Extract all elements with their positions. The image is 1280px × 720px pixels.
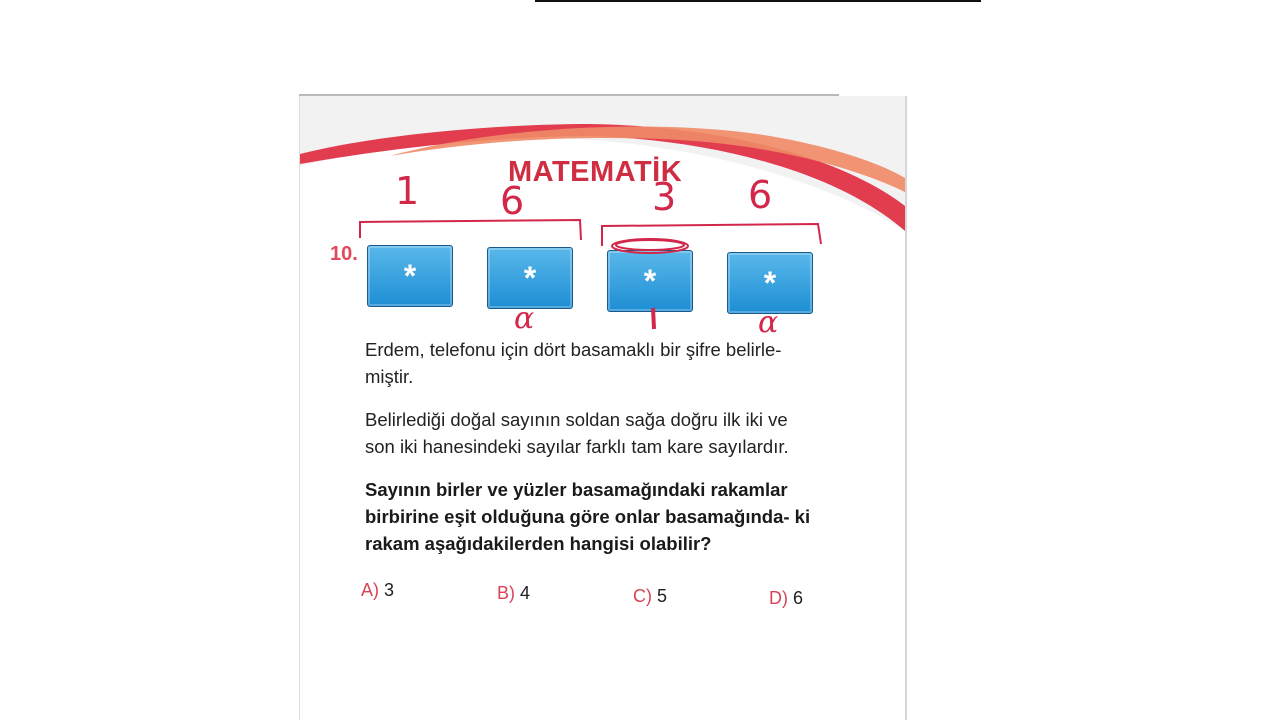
option-a-letter: A) — [361, 580, 379, 600]
password-key-4: * — [727, 252, 813, 314]
option-d-letter: D) — [769, 588, 788, 608]
option-b-value: 4 — [520, 583, 531, 603]
option-a[interactable] — [361, 580, 394, 601]
password-key-2: * — [487, 247, 573, 309]
password-key-1: * — [367, 245, 453, 307]
handwritten-digit-3: 3 — [652, 175, 677, 219]
option-b-letter: B) — [497, 583, 515, 603]
worksheet-page — [299, 96, 907, 720]
password-key-3: * — [607, 250, 693, 312]
option-a-value: 3 — [384, 580, 395, 600]
question-paragraph-1: Erdem, telefonu için dört basamaklı bir şifre belirle- miştir. — [365, 339, 782, 387]
option-b[interactable] — [497, 583, 530, 604]
handwritten-digit-1: 1 — [395, 169, 420, 213]
handwritten-digit-4: 6 — [748, 173, 773, 217]
option-d[interactable] — [769, 588, 803, 609]
handwritten-mark-2: α — [758, 305, 779, 340]
handwritten-mark-1: α — [514, 301, 535, 336]
top-edge-line — [535, 0, 981, 2]
option-c-value: 5 — [657, 586, 668, 606]
question-prompt: Sayının birler ve yüzler basamağındaki rakamlar birbirine eşit olduğuna göre onlar basamağında- ki rakam aşağıdakilerden hangisi olabilir? — [365, 479, 811, 554]
option-c-letter: C) — [633, 586, 652, 606]
option-c[interactable] — [633, 586, 667, 607]
handwritten-digit-2: 6 — [500, 179, 525, 223]
question-number: 10. — [330, 243, 358, 265]
subject-title: MATEMATİK — [508, 156, 683, 188]
question-paragraph-2: Belirlediği doğal sayının soldan sağa doğru ilk iki ve son iki hanesindeki sayılar farklı tam kare sayılardır. — [365, 409, 789, 457]
option-d-value: 6 — [793, 588, 804, 608]
